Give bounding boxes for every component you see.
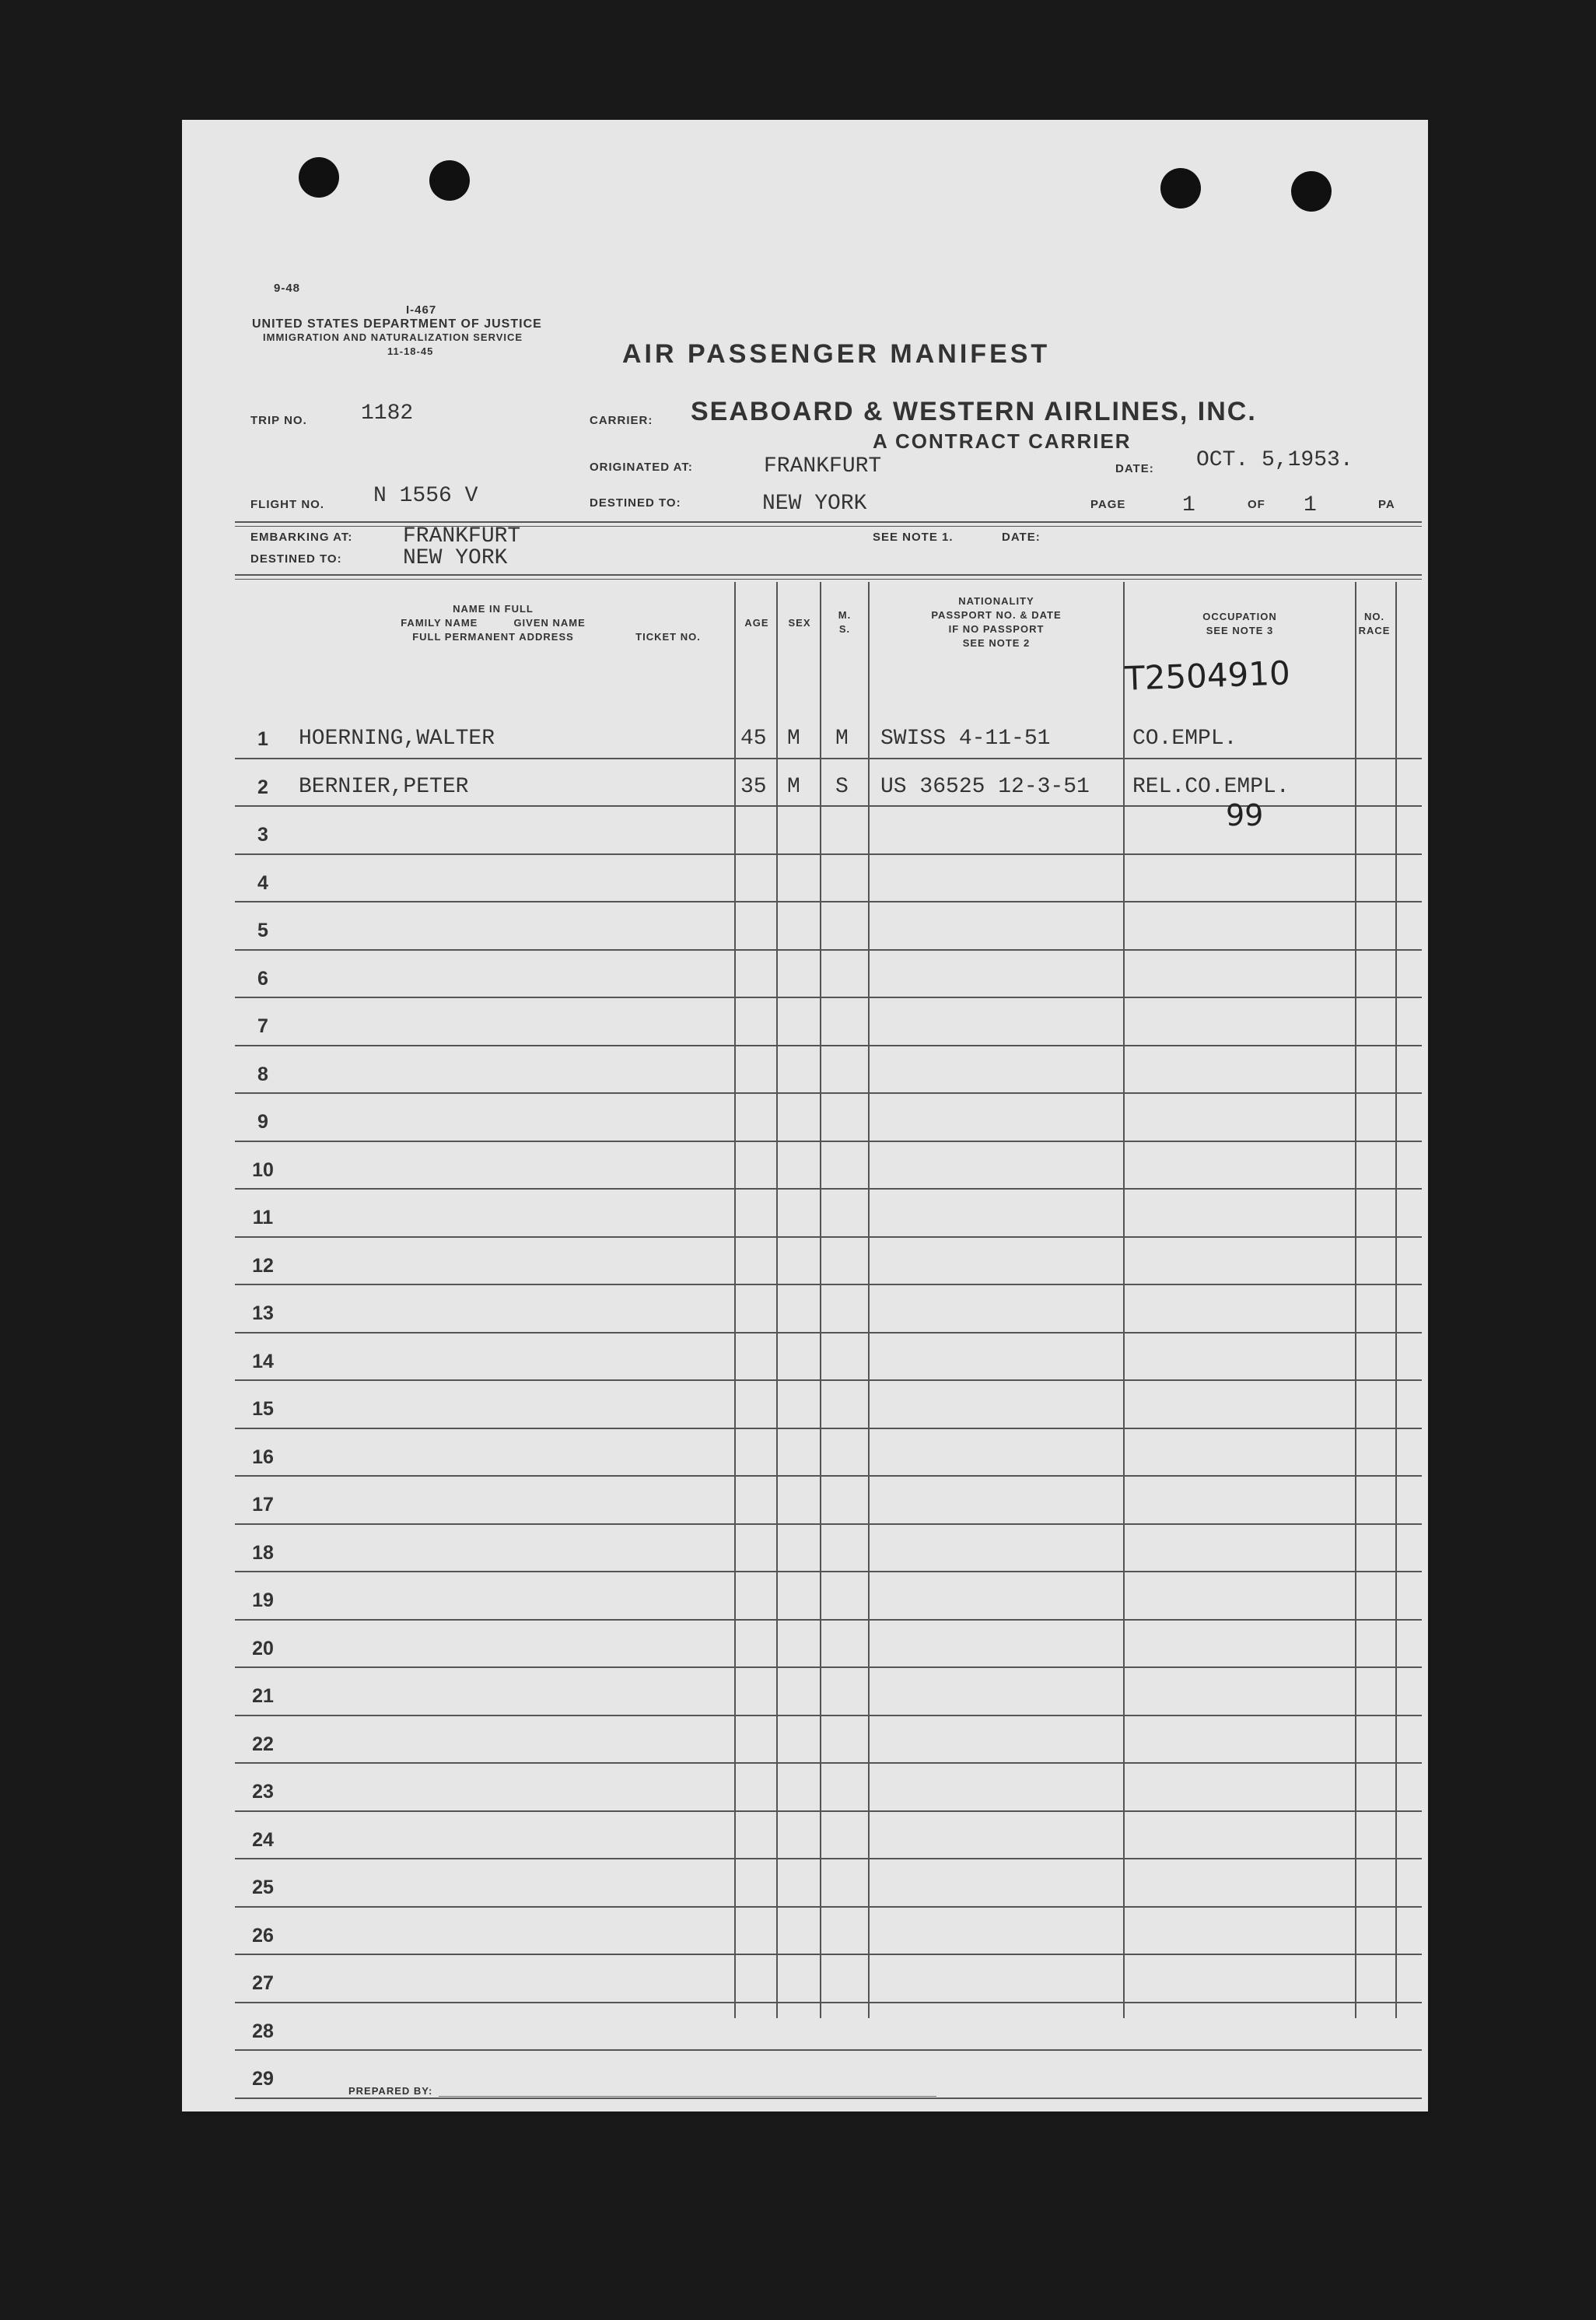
col-age-header: AGE (744, 617, 769, 629)
row-divider (235, 1475, 1422, 1477)
date2-label: DATE: (1002, 531, 1041, 544)
page-label: PAGE (1090, 498, 1126, 511)
originated-value: FRANKFURT (764, 454, 882, 478)
date-value: OCT. 5,1953. (1196, 448, 1353, 472)
col-occupation-header: OCCUPATION SEE NOTE 3 (1202, 611, 1277, 636)
row-number: 8 (257, 1063, 268, 1085)
row-divider (235, 1236, 1422, 1238)
pa-label: PA (1378, 498, 1395, 511)
passenger-occupation: REL.CO.EMPL. (1132, 774, 1290, 799)
col-ms-header: M. S. (838, 609, 852, 635)
row-divider (235, 758, 1422, 759)
row-number: 3 (257, 824, 268, 846)
service-name: IMMIGRATION AND NATURALIZATION SERVICE (263, 331, 523, 343)
trip-number: 1182 (361, 401, 414, 426)
page-total: 1 (1304, 493, 1317, 517)
row-number: 27 (252, 1972, 274, 1994)
row-divider (235, 1715, 1422, 1716)
row-number: 28 (252, 2020, 274, 2042)
agency-name: UNITED STATES DEPARTMENT OF JUSTICE (252, 317, 542, 331)
punch-hole (1291, 171, 1332, 212)
page-number: 1 (1182, 493, 1195, 517)
row-number: 26 (252, 1924, 274, 1947)
punch-hole (299, 157, 339, 198)
row-divider (235, 1092, 1422, 1094)
row-number: 23 (252, 1781, 274, 1803)
row-number: 22 (252, 1733, 274, 1755)
row-divider (235, 1284, 1422, 1285)
row-divider (235, 2097, 1422, 2099)
passenger-marital-status: M (835, 727, 849, 751)
row-divider (235, 2049, 1422, 2051)
row-divider (235, 1141, 1422, 1142)
col-nationality-header: NATIONALITY PASSPORT NO. & DATE IF NO PASSPORT SEE NOTE 2 (931, 595, 1062, 649)
destined2-label: DESTINED TO: (250, 552, 342, 566)
row-divider (235, 853, 1422, 855)
row-number: 7 (257, 1015, 268, 1037)
col-name-header: NAME IN FULL FAMILY NAME GIVEN NAME FULL PERMANENT ADDRESS (401, 603, 586, 643)
form-number: I-467 (406, 303, 437, 317)
passenger-passport: SWISS 4-11-51 (880, 727, 1051, 751)
row-number: 17 (252, 1494, 274, 1516)
see-note-label: SEE NOTE 1. (873, 531, 954, 544)
row-number: 2 (257, 776, 268, 798)
row-number: 16 (252, 1446, 274, 1468)
passenger-marital-status: S (835, 774, 849, 799)
row-divider (235, 1762, 1422, 1764)
row-divider (235, 1332, 1422, 1333)
passenger-age: 35 (740, 774, 767, 799)
row-divider (235, 1858, 1422, 1859)
form-date: 11-18-45 (387, 345, 434, 357)
trip-label: TRIP NO. (250, 414, 307, 427)
row-number: 13 (252, 1302, 274, 1324)
of-label: OF (1248, 498, 1265, 511)
carrier-subtitle: A CONTRACT CARRIER (873, 429, 1132, 453)
col-ticket-header: TICKET NO. (635, 631, 701, 643)
passenger-sex: M (787, 727, 800, 751)
row-divider (235, 1523, 1422, 1525)
row-divider (235, 1666, 1422, 1668)
row-number: 29 (252, 2068, 274, 2090)
row-divider (235, 1906, 1422, 1908)
row-number: 20 (252, 1637, 274, 1659)
punch-hole (429, 160, 470, 201)
flight-number: N 1556 V (373, 484, 478, 508)
row-number: 21 (252, 1685, 274, 1707)
passenger-age: 45 (740, 727, 767, 751)
col-sex-header: SEX (788, 617, 811, 629)
embarking-value: FRANKFURT (403, 524, 521, 548)
passenger-name: HOERNING,WALTER (299, 727, 495, 751)
row-divider (235, 1428, 1422, 1429)
col-race-header: NO. RACE (1358, 611, 1391, 636)
row-number: 25 (252, 1877, 274, 1898)
passenger-occupation: CO.EMPL. (1132, 727, 1237, 751)
row-number: 19 (252, 1589, 274, 1611)
row-number: 15 (252, 1398, 274, 1420)
embarking-label: EMBARKING AT: (250, 531, 353, 544)
row-divider (235, 1045, 1422, 1046)
page-title: AIR PASSENGER MANIFEST (622, 339, 1051, 369)
row-number: 11 (252, 1207, 274, 1228)
passenger-sex: M (787, 774, 800, 799)
passenger-name: BERNIER,PETER (299, 774, 469, 799)
row-number: 9 (257, 1111, 268, 1133)
row-divider (235, 1571, 1422, 1572)
row-number: 10 (252, 1158, 274, 1181)
row-divider (235, 1188, 1422, 1190)
row-divider (235, 949, 1422, 951)
form-code: 9-48 (274, 282, 301, 295)
prepared-by-label: PREPARED BY: (348, 2085, 433, 2097)
row-number: 6 (257, 967, 268, 990)
punch-hole (1160, 168, 1201, 209)
row-divider (235, 901, 1422, 902)
destined-label: DESTINED TO: (590, 496, 681, 510)
carrier-label: CARRIER: (590, 414, 653, 427)
row-number: 18 (252, 1541, 274, 1564)
row-number: 1 (257, 728, 268, 750)
row-divider (235, 997, 1422, 998)
row-divider (235, 1954, 1422, 1955)
passenger-passport: US 36525 12-3-51 (880, 774, 1090, 799)
handwritten-ticket-number: T2504910 (1124, 654, 1291, 698)
handwritten-99: 99 (1226, 798, 1264, 832)
row-divider (235, 1619, 1422, 1621)
row-divider (235, 1379, 1422, 1381)
row-divider (235, 1810, 1422, 1812)
destined-value: NEW YORK (762, 492, 867, 516)
manifest-page (182, 120, 1428, 2111)
flight-label: FLIGHT NO. (250, 498, 324, 511)
date-label: DATE: (1115, 462, 1154, 475)
row-number: 5 (257, 920, 268, 941)
destined2-value: NEW YORK (403, 546, 508, 570)
row-number: 4 (257, 871, 268, 894)
carrier-name: SEABOARD & WESTERN AIRLINES, INC. (691, 397, 1257, 426)
row-number: 14 (252, 1350, 274, 1372)
row-number: 12 (252, 1254, 274, 1277)
row-divider (235, 2002, 1422, 2003)
originated-label: ORIGINATED AT: (590, 461, 693, 474)
row-number: 24 (252, 1828, 274, 1851)
